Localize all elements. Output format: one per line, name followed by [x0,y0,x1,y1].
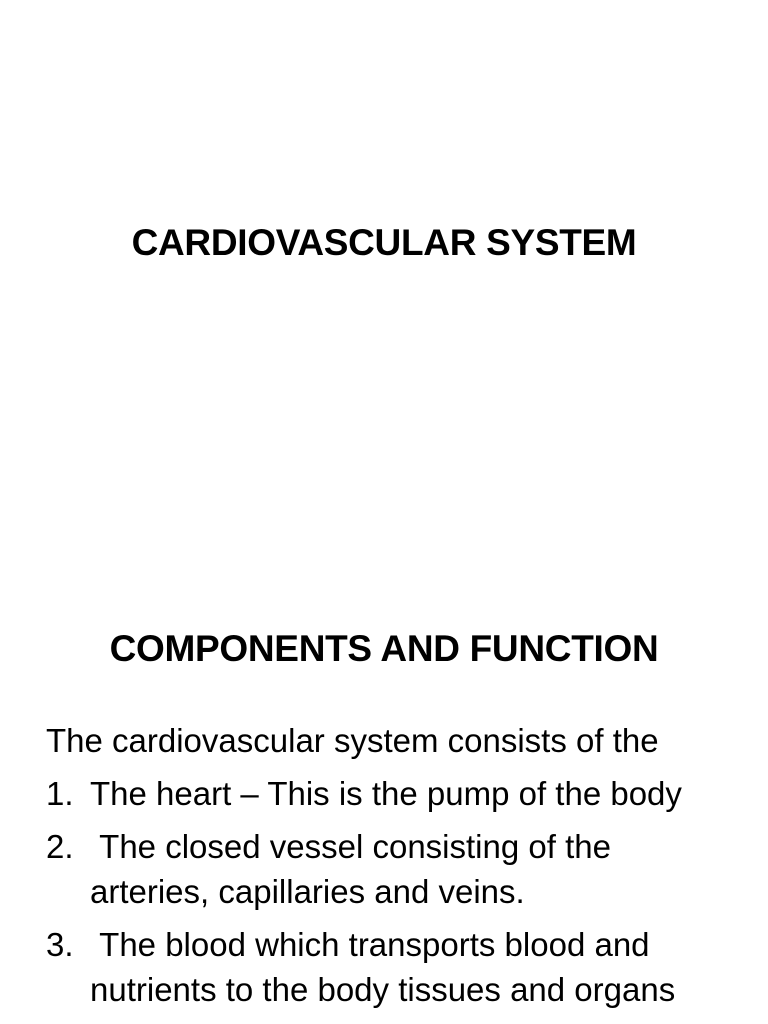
list-item-number: 2. [46,828,74,865]
list-item-number: 1. [46,775,74,812]
slide-2-body [46,718,746,1020]
list-item [46,824,746,914]
list-item [46,771,746,816]
list-item-text: The closed vessel consisting of the arteries, capillaries and veins. [90,828,621,910]
list-item-text: The heart – This is the pump of the body [90,775,682,812]
slide-components [0,512,768,1024]
list-item [46,922,746,1012]
slide-1-title: CARDIOVASCULAR SYSTEM [131,222,637,263]
list-item-text: The blood which transports blood and nutrients to the body tissues and organs [90,926,676,1008]
list-item-number: 3. [46,926,74,963]
slide-2-title: COMPONENTS AND FUNCTION [109,628,659,669]
intro-text: The cardiovascular system consists of the [46,722,659,759]
